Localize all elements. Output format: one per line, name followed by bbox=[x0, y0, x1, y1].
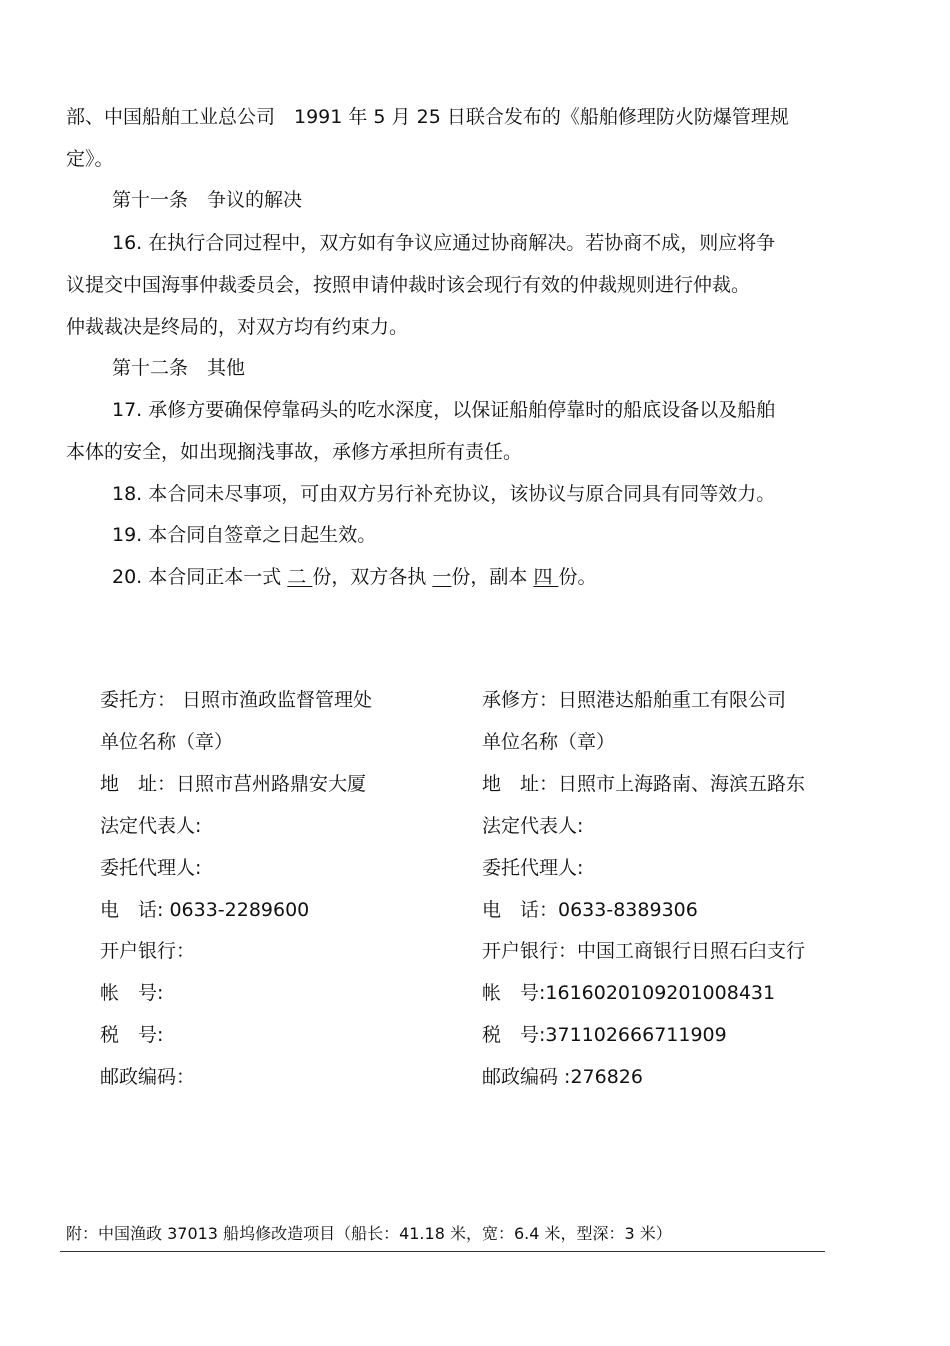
copies-text: 份。 bbox=[558, 566, 597, 588]
authorized-agent: 委托代理人: bbox=[482, 857, 584, 879]
contractor-phone: 电 话：0633-8389306 bbox=[482, 899, 698, 921]
paragraph-line: 19. 本合同自签章之日起生效。 bbox=[112, 524, 377, 546]
paragraph-line: 定》。 bbox=[66, 148, 114, 170]
copies-original-count: 二 bbox=[287, 566, 313, 588]
contractor-name: 承修方：日照港达船舶重工有限公司 bbox=[482, 689, 787, 711]
copies-text: 份，双方各执 bbox=[312, 566, 433, 588]
paragraph-line: 仲裁裁决是终局的，对双方均有约束力。 bbox=[66, 316, 409, 338]
copies-text: 20. 本合同正本一式 bbox=[112, 566, 288, 588]
paragraph-line: 本体的安全，如出现搁浅事故，承修方承担所有责任。 bbox=[66, 441, 523, 463]
client-bank: 开户银行： bbox=[100, 940, 196, 962]
client-postcode: 邮政编码： bbox=[100, 1066, 196, 1088]
article-11-heading: 第十一条 争议的解决 bbox=[112, 189, 303, 211]
footer-divider bbox=[60, 1251, 825, 1252]
contractor-account: 帐 号:1616020109201008431 bbox=[482, 982, 776, 1004]
contractor-address: 地 址：日照市上海路南、海滨五路东 bbox=[482, 773, 806, 795]
paragraph-line: 16. 在执行合同过程中，双方如有争议应通过协商解决。若协商不成，则应将争 bbox=[112, 232, 776, 254]
paragraph-line: 部、中国船舶工业总公司 1991 年 5 月 25 日联合发布的《船舶修理防火防爆管理规 bbox=[66, 106, 789, 128]
paragraph-line: 议提交中国海事仲裁委员会，按照申请仲裁时该会现行有效的仲裁规则进行仲裁。 bbox=[66, 274, 751, 296]
article-12-heading: 第十二条 其他 bbox=[112, 357, 246, 379]
client-tax-id: 税 号: bbox=[100, 1024, 164, 1046]
copies-each-count: 一 bbox=[432, 566, 452, 588]
contractor-bank: 开户银行：中国工商银行日照石臼支行 bbox=[482, 940, 806, 962]
authorized-agent: 委托代理人: bbox=[100, 857, 202, 879]
project-footnote: 附：中国渔政 37013 船坞修改造项目（船长：41.18 米，宽：6.4 米，型深：3 米） bbox=[66, 1224, 672, 1243]
legal-representative: 法定代表人: bbox=[482, 815, 584, 837]
copies-duplicate-count: 四 bbox=[533, 566, 559, 588]
client-phone: 电 话: 0633-2289600 bbox=[100, 899, 310, 921]
unit-name-seal: 单位名称（章） bbox=[100, 731, 234, 753]
contractor-tax-id: 税 号:371102666711909 bbox=[482, 1024, 727, 1046]
contractor-postcode: 邮政编码 :276826 bbox=[482, 1066, 643, 1088]
client-address: 地 址：日照市莒州路鼎安大厦 bbox=[100, 773, 367, 795]
paragraph-line: 18. 本合同未尽事项，可由双方另行补充协议，该协议与原合同具有同等效力。 bbox=[112, 483, 776, 505]
client-account: 帐 号: bbox=[100, 982, 164, 1004]
copies-clause bbox=[112, 565, 597, 589]
copies-text: 份，副本 bbox=[451, 566, 534, 588]
unit-name-seal: 单位名称（章） bbox=[482, 731, 616, 753]
legal-representative: 法定代表人: bbox=[100, 815, 202, 837]
client-name: 委托方： 日照市渔政监督管理处 bbox=[100, 689, 373, 711]
paragraph-line: 17. 承修方要确保停靠码头的吃水深度，以保证船舶停靠时的船底设备以及船舶 bbox=[112, 399, 776, 421]
